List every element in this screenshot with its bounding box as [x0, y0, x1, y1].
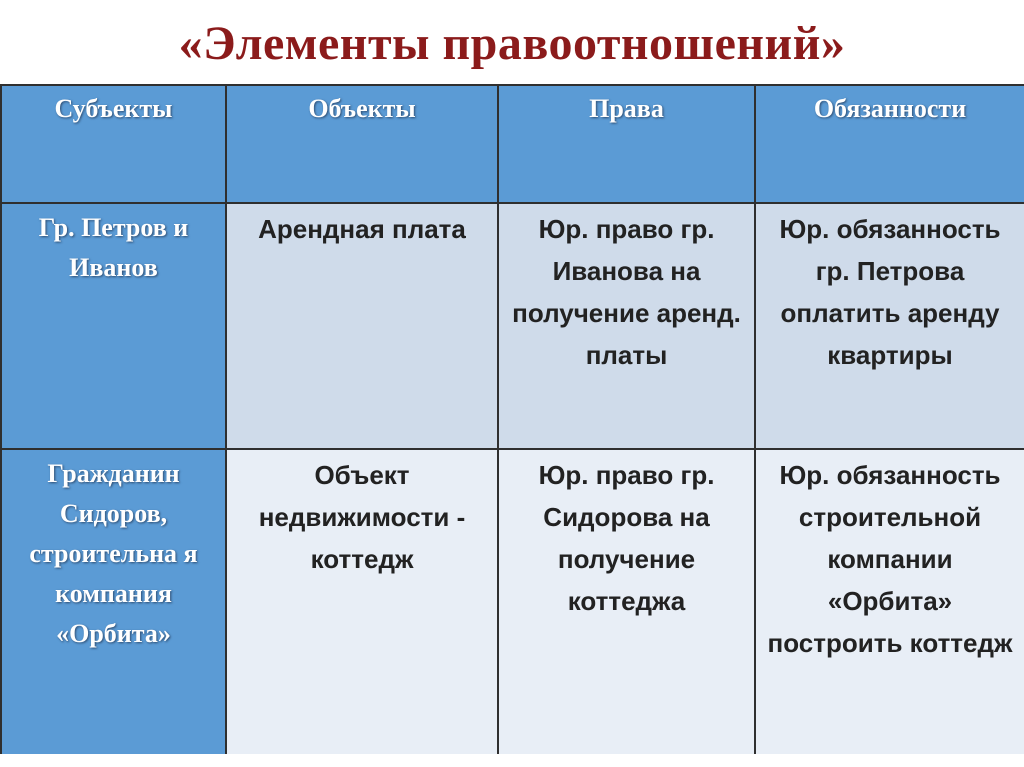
table-row	[1, 203, 1024, 449]
slide-title: «Элементы правоотношений»	[178, 17, 846, 70]
header-subjects: Субъекты	[1, 85, 226, 203]
cell-rights: Юр. право гр. Сидорова на получение коттеджа	[498, 449, 755, 755]
cell-rights: Юр. право гр. Иванова на получение аренд. платы	[498, 203, 755, 449]
cell-duties: Юр. обязанность гр. Петрова оплатить аренду квартиры	[755, 203, 1024, 449]
header-objects: Объекты	[226, 85, 498, 203]
cell-duties: Юр. обязанность строительной компании «Орбита» построить коттедж	[755, 449, 1024, 755]
cell-subject: Гр. Петров и Иванов	[1, 203, 226, 449]
cell-subject: Гражданин Сидоров, строительна я компания «Орбита»	[1, 449, 226, 755]
legal-relations-table	[0, 84, 1024, 756]
bottom-strip	[0, 754, 1024, 767]
table-header-row	[1, 85, 1024, 203]
cell-object: Арендная плата	[226, 203, 498, 449]
table-row	[1, 449, 1024, 755]
cell-object: Объект недвижимости - коттедж	[226, 449, 498, 755]
header-duties: Обязанности	[755, 85, 1024, 203]
header-rights: Права	[498, 85, 755, 203]
